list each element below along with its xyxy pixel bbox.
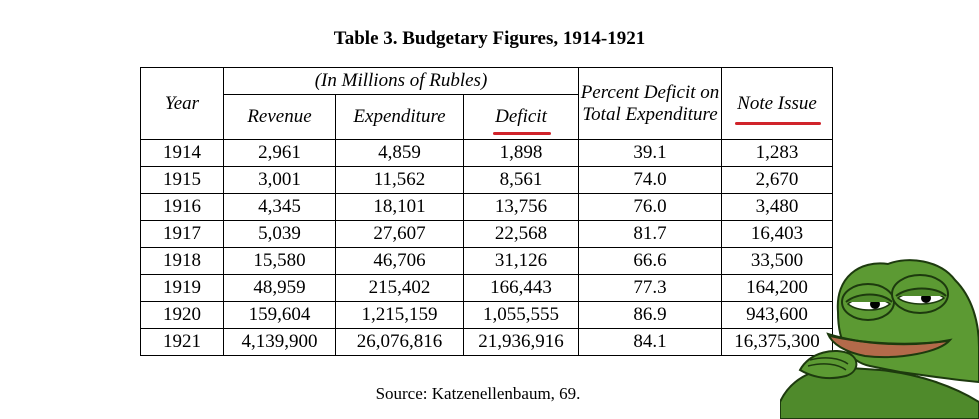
cell-percent: 86.9 [579, 302, 722, 329]
cell-note-issue: 16,403 [722, 221, 833, 248]
cell-deficit: 31,126 [464, 248, 579, 275]
cell-revenue: 3,001 [224, 167, 336, 194]
cell-expenditure: 27,607 [336, 221, 464, 248]
cell-revenue: 48,959 [224, 275, 336, 302]
source-citation: Source: Katzenellenbaum, 69. [375, 384, 581, 403]
cell-note-issue: 3,480 [722, 194, 833, 221]
cell-expenditure: 26,076,816 [336, 329, 464, 356]
cell-expenditure: 46,706 [336, 248, 464, 275]
cell-year: 1918 [141, 248, 224, 275]
cell-year: 1919 [141, 275, 224, 302]
cell-year: 1917 [141, 221, 224, 248]
cell-year: 1914 [141, 140, 224, 167]
red-underline-mark [493, 132, 551, 135]
cell-expenditure: 4,859 [336, 140, 464, 167]
deficit-label: Deficit [495, 106, 547, 127]
header-deficit [464, 95, 579, 140]
deficit-underline [495, 106, 547, 128]
cell-revenue: 159,604 [224, 302, 336, 329]
cell-deficit: 8,561 [464, 167, 579, 194]
cell-year: 1915 [141, 167, 224, 194]
header-expenditure: Expenditure [336, 95, 464, 140]
cell-note-issue: 2,670 [722, 167, 833, 194]
cell-percent: 77.3 [579, 275, 722, 302]
cell-expenditure: 1,215,159 [336, 302, 464, 329]
header-year: Year [141, 68, 224, 140]
budget-table [140, 67, 833, 356]
table-row [141, 275, 833, 302]
cell-percent: 66.6 [579, 248, 722, 275]
cell-percent: 74.0 [579, 167, 722, 194]
cell-year: 1921 [141, 329, 224, 356]
header-note-issue [722, 68, 833, 140]
table-row [141, 221, 833, 248]
table-row [141, 329, 833, 356]
cell-percent: 84.1 [579, 329, 722, 356]
cell-expenditure: 11,562 [336, 167, 464, 194]
cell-percent: 39.1 [579, 140, 722, 167]
cell-note-issue: 16,375,300 [722, 329, 833, 356]
cell-expenditure: 18,101 [336, 194, 464, 221]
cell-deficit: 1,898 [464, 140, 579, 167]
note-issue-underline [737, 93, 817, 115]
cell-note-issue: 33,500 [722, 248, 833, 275]
cell-year: 1920 [141, 302, 224, 329]
table-row [141, 194, 833, 221]
table-row [141, 140, 833, 167]
note-issue-label: Note Issue [737, 92, 817, 114]
cell-deficit: 21,936,916 [464, 329, 579, 356]
cell-percent: 81.7 [579, 221, 722, 248]
red-underline-mark [735, 122, 821, 125]
cell-revenue: 5,039 [224, 221, 336, 248]
table-row [141, 248, 833, 275]
cell-note-issue: 1,283 [722, 140, 833, 167]
table-row [141, 302, 833, 329]
header-revenue: Revenue [224, 95, 336, 140]
header-group-rubles: (In Millions of Rubles) [224, 68, 579, 95]
header-row-top [141, 68, 833, 95]
cell-deficit: 166,443 [464, 275, 579, 302]
cell-percent: 76.0 [579, 194, 722, 221]
cell-revenue: 2,961 [224, 140, 336, 167]
cell-revenue: 15,580 [224, 248, 336, 275]
cell-note-issue: 943,600 [722, 302, 833, 329]
cell-note-issue: 164,200 [722, 275, 833, 302]
cell-deficit: 13,756 [464, 194, 579, 221]
cell-deficit: 1,055,555 [464, 302, 579, 329]
table-row [141, 167, 833, 194]
header-percent-deficit: Percent Deficit on Total Expenditure [579, 68, 722, 140]
cell-revenue: 4,139,900 [224, 329, 336, 356]
cell-expenditure: 215,402 [336, 275, 464, 302]
cell-deficit: 22,568 [464, 221, 579, 248]
cell-year: 1916 [141, 194, 224, 221]
table-title: Table 3. Budgetary Figures, 1914-1921 [333, 28, 646, 49]
frog-meme-sticker-icon [780, 252, 979, 419]
cell-revenue: 4,345 [224, 194, 336, 221]
